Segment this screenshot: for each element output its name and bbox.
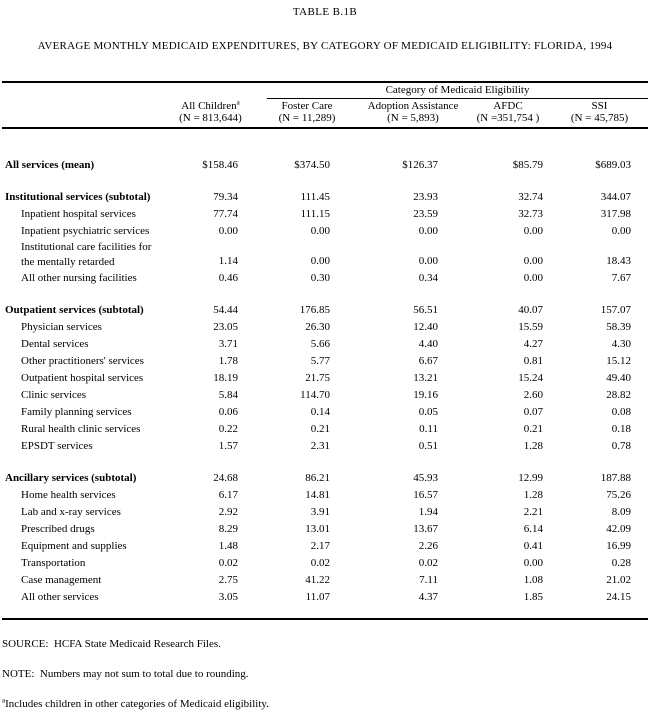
row-label: All services (mean) [5, 159, 95, 171]
value-cell: $374.50 [294, 159, 330, 171]
value-cell: 5.66 [310, 338, 330, 350]
value-cell: 2.92 [218, 506, 238, 518]
value-cell: 0.14 [310, 406, 330, 418]
value-cell: 12.40 [413, 321, 438, 333]
value-cell: 7.67 [611, 272, 632, 284]
value-cell: 14.81 [305, 489, 330, 501]
value-cell: 0.00 [611, 225, 632, 237]
value-cell: 0.30 [310, 272, 330, 284]
value-cell: 344.07 [600, 191, 632, 203]
row-label: Ancillary services (subtotal) [5, 472, 137, 484]
value-cell: 0.51 [418, 440, 438, 452]
spacer-cell [2, 455, 648, 470]
column-header-all-children [168, 99, 253, 112]
value-cell: 0.78 [611, 440, 632, 452]
value-cell: 54.44 [213, 304, 238, 316]
value-cell: 0.00 [218, 225, 238, 237]
section-gap-row [2, 455, 648, 470]
value-cell: 0.41 [523, 540, 543, 552]
value-cell: 42.09 [606, 523, 632, 535]
table-row [2, 270, 648, 287]
column-group-header-cell [253, 82, 648, 99]
column-header-adoption-assistance: Adoption Assistance [367, 100, 459, 112]
value-cell: 0.21 [310, 423, 330, 435]
rounding-note: NOTE: Numbers may not sum to total due to rounding. [2, 668, 249, 680]
value-cell: 24.15 [606, 591, 632, 603]
value-cell: 13.21 [413, 372, 438, 384]
spacer-cell [2, 174, 648, 189]
table-row [2, 538, 648, 555]
value-cell: 2.31 [310, 440, 330, 452]
column-group-header: Category of Medicaid Eligibility [267, 83, 648, 99]
value-cell: $85.79 [512, 159, 543, 171]
column-n-adoption-assistance: (N = 5,893) [361, 112, 465, 128]
row-label: Transportation [21, 557, 86, 569]
row-label: Other practitioners' services [21, 355, 144, 367]
value-cell: 0.00 [310, 225, 330, 237]
value-cell: 6.17 [218, 489, 238, 501]
table-row [2, 487, 648, 504]
row-label: Family planning services [21, 406, 132, 418]
value-cell: 0.08 [611, 406, 632, 418]
value-cell: 0.81 [523, 355, 543, 367]
spacer-cell [2, 128, 648, 157]
value-cell: 4.27 [523, 338, 543, 350]
table-row [2, 521, 648, 538]
value-cell: 11.07 [305, 591, 330, 603]
value-cell: 1.57 [218, 440, 238, 452]
table-row [2, 555, 648, 572]
value-cell: 0.18 [611, 423, 632, 435]
value-cell: 2.75 [218, 574, 238, 586]
row-label: Equipment and supplies [21, 540, 127, 552]
value-cell: 0.05 [418, 406, 438, 418]
value-cell: 0.11 [419, 423, 438, 435]
medicaid-expenditures-table [2, 81, 648, 620]
value-cell: 0.00 [418, 255, 438, 267]
table-row [2, 189, 648, 206]
section-gap-row [2, 174, 648, 189]
value-cell: 5.84 [218, 389, 238, 401]
value-cell: 1.28 [523, 440, 543, 452]
table-row [2, 504, 648, 521]
value-cell: 32.74 [518, 191, 543, 203]
value-cell: 0.02 [310, 557, 330, 569]
value-cell: 23.59 [413, 208, 438, 220]
value-cell: $158.46 [202, 159, 238, 171]
row-label: Outpatient hospital services [21, 372, 144, 384]
row-label [2, 240, 168, 270]
value-cell: 15.59 [518, 321, 543, 333]
spacer-cell [2, 606, 648, 619]
value-cell: 0.34 [418, 272, 438, 284]
table-row [2, 240, 648, 270]
value-cell: 3.91 [310, 506, 330, 518]
value-cell: 0.28 [611, 557, 632, 569]
column-group-header-row [2, 82, 648, 99]
value-cell: 3.71 [218, 338, 238, 350]
value-cell: 187.88 [600, 472, 632, 484]
section-gap-row [2, 287, 648, 302]
value-cell: 45.93 [413, 472, 438, 484]
row-label: Prescribed drugs [21, 523, 95, 535]
column-header-afdc: AFDC [493, 100, 523, 112]
value-cell: 2.26 [418, 540, 438, 552]
footnote-a [2, 698, 650, 711]
value-cell: 0.00 [310, 255, 330, 267]
value-cell: 13.01 [305, 523, 330, 535]
row-label: EPSDT services [21, 440, 93, 452]
value-cell: 56.51 [413, 304, 438, 316]
value-cell: $126.37 [402, 159, 438, 171]
value-cell: 41.22 [305, 574, 330, 586]
column-n-afdc: (N =351,754 ) [465, 112, 551, 128]
spacer-row [2, 128, 648, 157]
value-cell: 114.70 [300, 389, 330, 401]
row-label: All other nursing facilities [21, 272, 137, 284]
value-cell: 0.07 [523, 406, 543, 418]
value-cell: 18.43 [606, 255, 632, 267]
value-cell: 24.68 [213, 472, 238, 484]
label-column-n-spacer [2, 112, 168, 128]
value-cell: 0.22 [218, 423, 238, 435]
value-cell: 79.34 [213, 191, 238, 203]
value-cell: 18.19 [213, 372, 238, 384]
value-cell: 5.77 [310, 355, 330, 367]
value-cell: 157.07 [600, 304, 632, 316]
row-label: Clinic services [21, 389, 87, 401]
footnote-a-text: Includes children in other categories of Medicaid eligibility. [5, 698, 269, 710]
row-label: Institutional services (subtotal) [5, 191, 151, 203]
column-header-ssi: SSI [591, 100, 608, 112]
value-cell: 4.40 [418, 338, 438, 350]
value-cell: 0.02 [218, 557, 238, 569]
row-label: All other services [21, 591, 99, 603]
value-cell: 4.37 [418, 591, 438, 603]
value-cell: 15.24 [518, 372, 543, 384]
row-label: Home health services [21, 489, 116, 501]
value-cell: 1.28 [523, 489, 543, 501]
value-cell: 16.57 [413, 489, 438, 501]
value-cell: 317.98 [600, 208, 632, 220]
table-row [2, 404, 648, 421]
footnote-marker-a: a [236, 98, 240, 107]
value-cell: 15.12 [606, 355, 632, 367]
value-cell: 3.05 [218, 591, 238, 603]
row-label: Inpatient hospital services [21, 208, 136, 220]
value-cell: 1.08 [523, 574, 543, 586]
column-header-foster-care: Foster Care [281, 100, 333, 112]
source-note: SOURCE: HCFA State Medicaid Research Files. [2, 638, 221, 650]
table-row [2, 353, 648, 370]
value-cell: 77.74 [213, 208, 238, 220]
column-n-all-children: (N = 813,644) [168, 112, 253, 128]
value-cell: 1.14 [218, 255, 238, 267]
value-cell: 75.26 [606, 489, 632, 501]
value-cell: 6.14 [523, 523, 543, 535]
column-n-row [2, 112, 648, 128]
value-cell: 12.99 [518, 472, 543, 484]
table-row [2, 206, 648, 223]
value-cell: 21.02 [606, 574, 632, 586]
value-cell: 4.30 [611, 338, 632, 350]
value-cell: 86.21 [305, 472, 330, 484]
column-n-foster-care: (N = 11,289) [253, 112, 361, 128]
label-column-header [2, 99, 168, 112]
value-cell: 40.07 [518, 304, 543, 316]
value-cell: 0.06 [218, 406, 238, 418]
row-label: Physician services [21, 321, 102, 333]
table-row [2, 572, 648, 589]
value-cell: 13.67 [413, 523, 438, 535]
value-cell: 2.60 [523, 389, 543, 401]
value-cell: 0.00 [523, 225, 543, 237]
table-row [2, 370, 648, 387]
table-row [2, 589, 648, 606]
value-cell: 6.67 [418, 355, 438, 367]
table-row [2, 302, 648, 319]
value-cell: 26.30 [305, 321, 330, 333]
value-cell: 8.09 [611, 506, 632, 518]
row-label: Lab and x-ray services [21, 506, 121, 518]
value-cell: 21.75 [305, 372, 330, 384]
value-cell: $689.03 [595, 159, 632, 171]
value-cell: 16.99 [606, 540, 632, 552]
value-cell: 0.00 [418, 225, 438, 237]
table-row [2, 157, 648, 174]
value-cell: 1.78 [218, 355, 238, 367]
spacer-cell [2, 287, 648, 302]
value-cell: 0.00 [523, 557, 543, 569]
value-cell: 0.00 [523, 272, 543, 284]
value-cell: 111.45 [300, 191, 330, 203]
value-cell: 0.02 [418, 557, 438, 569]
table-title: AVERAGE MONTHLY MEDICAID EXPENDITURES, BY CATEGORY OF MEDICAID ELIGIBILITY: FLORIDA, 1994 [37, 40, 613, 52]
value-cell: 111.15 [300, 208, 330, 220]
footnote-a-marker: a [2, 696, 6, 705]
table-row [2, 336, 648, 353]
column-n-ssi: (N = 45,785) [551, 112, 648, 128]
row-label: Dental services [21, 338, 89, 350]
row-label: Inpatient psychiatric services [21, 225, 150, 237]
value-cell: 1.85 [523, 591, 543, 603]
value-cell: 1.48 [218, 540, 238, 552]
row-label-line: the mentally retarded [21, 256, 115, 268]
table-row [2, 319, 648, 336]
row-label: Rural health clinic services [21, 423, 141, 435]
table-number: TABLE B.1B [292, 6, 358, 18]
row-label-line: Institutional care facilities for [21, 241, 152, 253]
value-cell: 8.29 [218, 523, 238, 535]
table-row [2, 470, 648, 487]
value-cell: 1.94 [418, 506, 438, 518]
value-cell: 0.21 [523, 423, 543, 435]
value-cell: 23.05 [213, 321, 238, 333]
value-cell: 32.73 [518, 208, 543, 220]
value-cell: 2.17 [310, 540, 330, 552]
row-label: Outpatient services (subtotal) [5, 304, 144, 316]
column-header-all-children-label: All Children [181, 100, 237, 112]
spanner-spacer-cell [2, 82, 253, 99]
value-cell: 2.21 [523, 506, 543, 518]
value-cell: 58.39 [606, 321, 632, 333]
value-cell: 23.93 [413, 191, 438, 203]
row-label: Case management [21, 574, 102, 586]
table-row [2, 421, 648, 438]
table-row [2, 438, 648, 455]
value-cell: 28.82 [606, 389, 632, 401]
column-name-row [2, 99, 648, 112]
value-cell: 0.00 [523, 255, 543, 267]
table-row [2, 223, 648, 240]
value-cell: 0.46 [218, 272, 238, 284]
value-cell: 176.85 [299, 304, 330, 316]
value-cell: 19.16 [413, 389, 438, 401]
spacer-row [2, 606, 648, 619]
value-cell: 7.11 [419, 574, 438, 586]
value-cell: 49.40 [606, 372, 632, 384]
table-row [2, 387, 648, 404]
